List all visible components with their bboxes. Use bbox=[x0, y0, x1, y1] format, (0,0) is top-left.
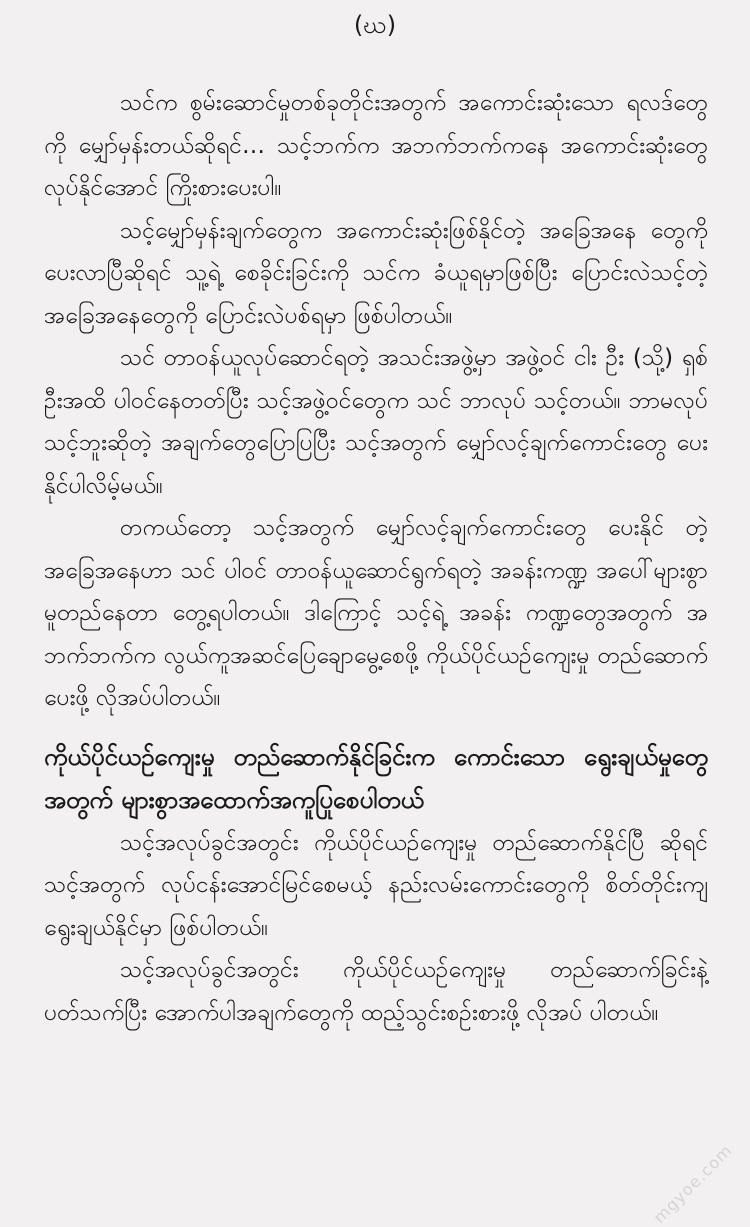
watermark: mgyoe.com bbox=[649, 1140, 736, 1227]
paragraph-4: တကယ်တော့ သင့်အတွက် မျှော်လင့်ချက်ကောင်းတွေ ပေးနိုင် တဲ့ အခြေအနေဟာ သင် ပါဝင် တာဝန်ယူဆောင်ရွက်ရတဲ့ အခန်းကဏ္ဍ အပေါ်များစွာ မူတည်နေတာ တွေ့ရပါတယ်။ ဒါကြောင့် သင့်ရဲ့ အခန်း ကဏ္ဍတွေအတွက် အဘက်ဘက်က လွယ်ကူအဆင်ပြေချောမွေ့စေဖို့ ကိုယ်ပိုင်ယဉ်ကျေးမှု တည်ဆောက်ပေးဖို့ လိုအပ်ပါတယ်။ bbox=[44, 515, 708, 711]
paragraph-5: သင့်အလုပ်ခွင်အတွင်း ကိုယ်ပိုင်ယဉ်ကျေးမှု တည်ဆောက်နိုင်ပြီ ဆိုရင် သင့်အတွက် လုပ်ငန်းအောင်မြင်စေမယ့် နည်းလမ်းကောင်းတွေကို စိတ်တိုင်းကျ ရွေးချယ်နိုင်မှာ ဖြစ်ပါတယ်။ bbox=[44, 829, 708, 941]
body-text bbox=[44, 82, 708, 1034]
paragraph-1: သင်က စွမ်းဆောင်မှုတစ်ခုတိုင်းအတွက် အကောင်းဆုံးသော ရလဒ်တွေကို မျှော်မှန်းတယ်ဆိုရင်… သင့်ဘက်က အဘက်ဘက်ကနေ အကောင်းဆုံးတွေ လုပ်နိုင်အောင် ကြိုးစားပေးပါ။ bbox=[44, 90, 708, 201]
paragraph-3: သင် တာဝန်ယူလုပ်ဆောင်ရတဲ့ အသင်းအဖွဲ့မှာ အဖွဲ့ဝင် ငါး ဦး (သို့) ရှစ်ဦးအထိ ပါဝင်နေတတ်ပြီး သင့်အဖွဲ့ဝင်တွေက သင် ဘာလုပ် သင့်တယ်။ ဘာမလုပ်သင့်ဘူးဆိုတဲ့ အချက်တွေပြောပြပြီး သင့်အတွက် မျှော်လင့်ချက်ကောင်းတွေ ပေးနိုင်ပါလိမ့်မယ်။ bbox=[44, 345, 708, 499]
paragraph-2: သင့်မျှော်မှန်းချက်တွေက အကောင်းဆုံးဖြစ်နိုင်တဲ့ အခြေအနေ တွေကို ပေးလာပြီဆိုရင် သူ့ရဲ့ စေခိုင်းခြင်းကို သင်က ခံယူရမှာဖြစ်ပြီး ပြောင်းလဲသင့်တဲ့ အခြေအနေတွေကို ပြောင်းလဲပစ်ရမှာ ဖြစ်ပါတယ်။ bbox=[44, 217, 708, 329]
section-heading: ကိုယ်ပိုင်ယဉ်ကျေးမှု တည်ဆောက်နိုင်ခြင်းက ကောင်းသော ရွေးချယ်မှုတွေအတွက် များစွာအထောက်အကူပြုစေပါတယ် bbox=[44, 742, 708, 814]
paragraph-6: သင့်အလုပ်ခွင်အတွင်း ကိုယ်ပိုင်ယဉ်ကျေးမှု တည်ဆောက်ခြင်းနဲ့ ပတ်သက်ပြီး အောက်ပါအချက်တွေကို ထည့်သွင်းစဉ်းစားဖို့ လိုအပ် ပါတယ်။ bbox=[44, 957, 708, 1026]
page-number: (ဃ) bbox=[353, 11, 397, 39]
